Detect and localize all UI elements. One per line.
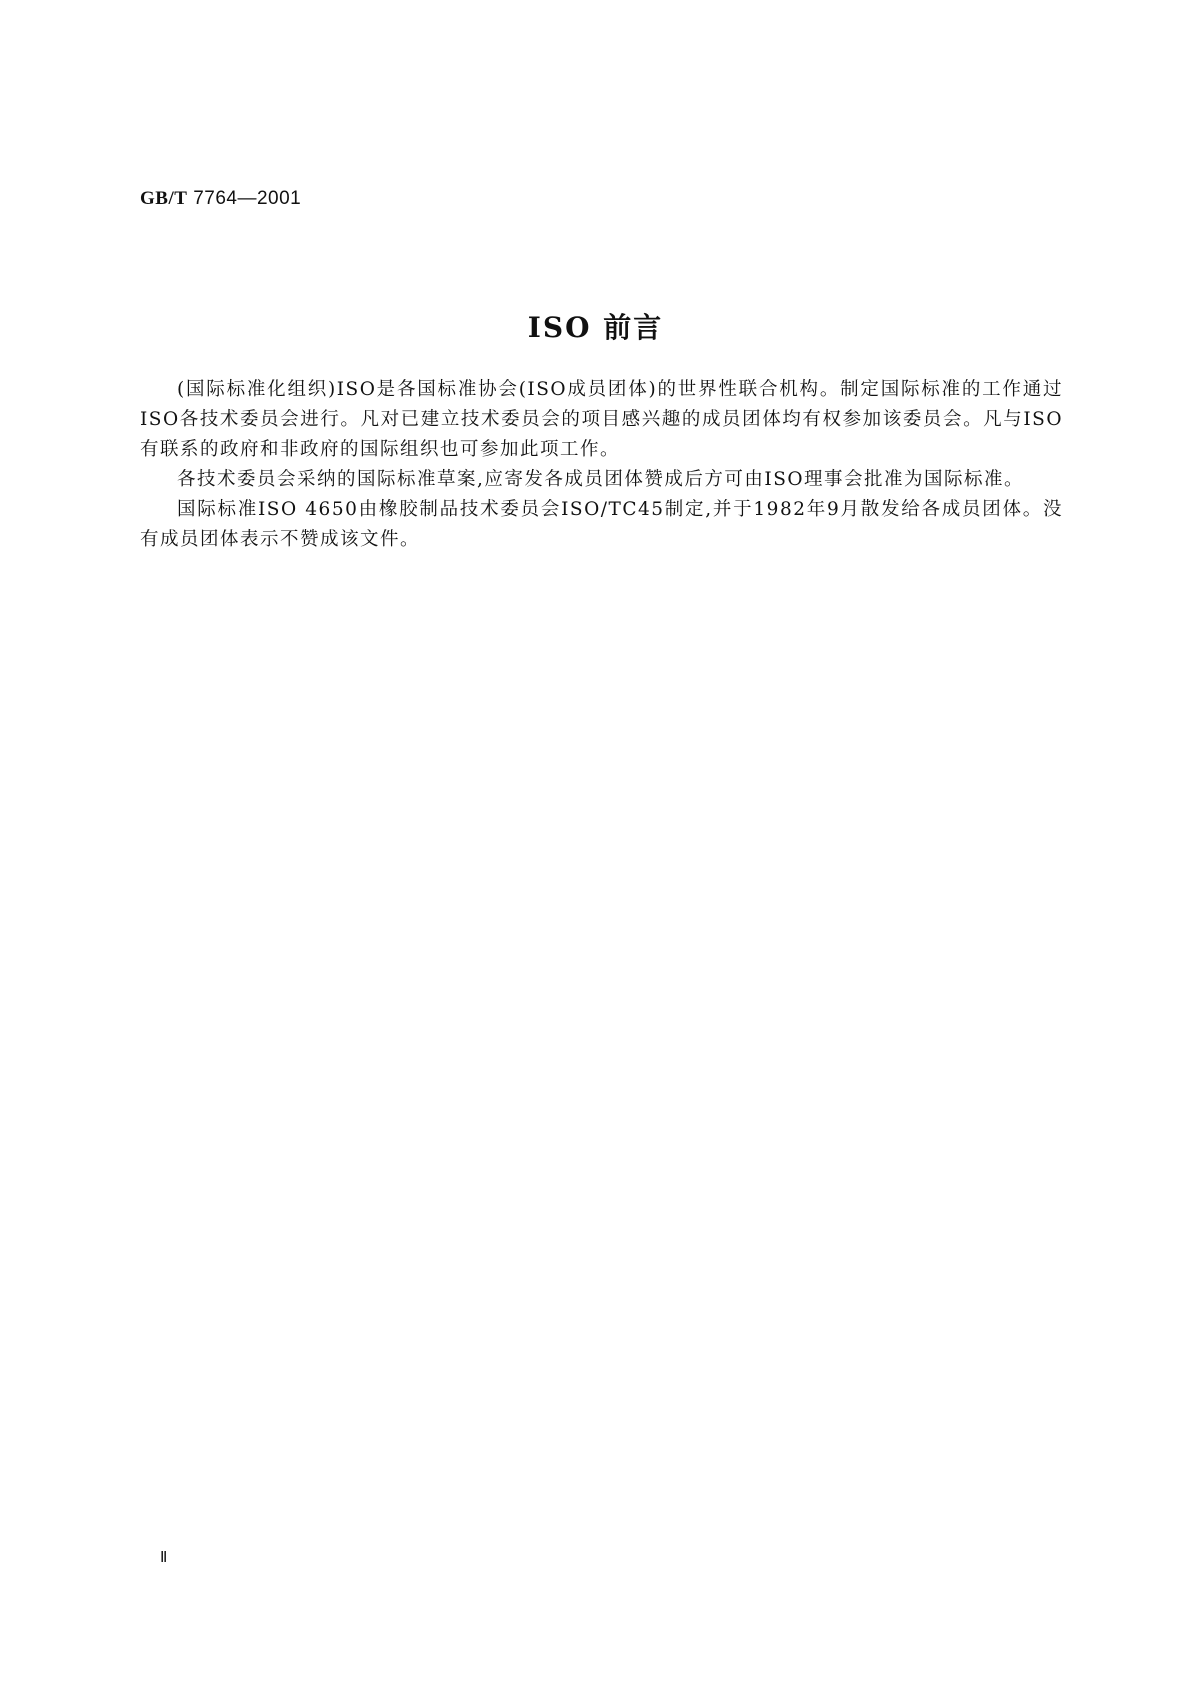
standard-number: 7764—2001 <box>193 188 302 209</box>
paragraph-standard-origin: 国际标准ISO 4650由橡胶制品技术委员会ISO/TC45制定,并于1982年9月散发给各成员团体。没有成员团体表示不赞成该文件。 <box>140 499 1063 550</box>
standard-prefix: GB/T <box>140 188 188 209</box>
foreword-body <box>140 375 1063 555</box>
paragraph-iso-organization: (国际标准化组织)ISO是各国标准协会(ISO成员团体)的世界性联合机构。制定国际标准的工作通过ISO各技术委员会进行。凡对已建立技术委员会的项目感兴趣的成员团体均有权参加该委员会。凡与ISO有联系的政府和非政府的国际组织也可参加此项工作。 <box>140 379 1063 460</box>
page-number: Ⅱ <box>160 1550 168 1566</box>
page-title: ISO 前言 <box>527 311 664 344</box>
paragraph-approval-process: 各技术委员会采纳的国际标准草案,应寄发各成员团体赞成后方可由ISO理事会批准为国际标准。 <box>177 469 1025 490</box>
document-header <box>140 188 301 210</box>
